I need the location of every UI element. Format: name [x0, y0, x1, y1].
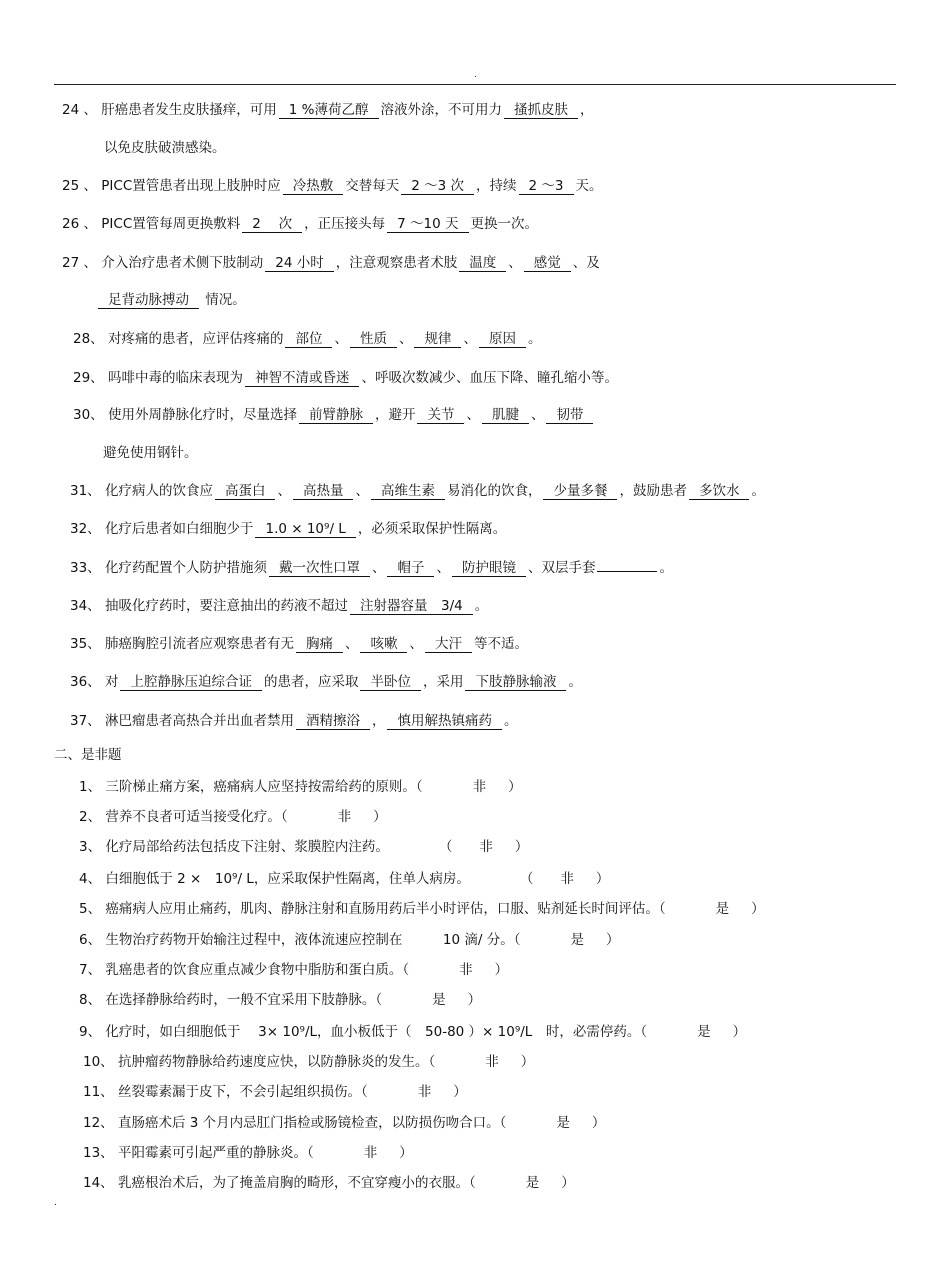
answer-blank: 高维生素 — [371, 483, 445, 500]
tf-close: ） — [508, 779, 522, 795]
question-text: ，采用 — [422, 674, 464, 690]
question-text: 化疗后患者如白细胞少于 — [104, 521, 254, 537]
tf-answer: 非 — [472, 779, 487, 795]
tf-close: ） — [605, 932, 620, 948]
tf-text: 化疗时，如白细胞低于 3× 10⁹/L，血小板低于（ 50-80 ）× 10⁹/L 时，必需停药。（ — [105, 1024, 648, 1040]
tf-row — [79, 838, 528, 856]
tf-row — [83, 1053, 534, 1071]
tf-answer: 是 — [432, 992, 446, 1008]
question-text: 肺癌胸腔引流者应观察患者有无 — [104, 636, 294, 652]
tf-answer: 是 — [525, 1175, 540, 1191]
tf-close: ） — [373, 809, 387, 825]
question-text: 、 — [466, 407, 480, 423]
tf-text: 生物治疗药物开始输注过程中，液体流速应控制在 10 滴/ 分。（ — [105, 932, 521, 948]
tf-row — [79, 870, 609, 888]
question-text: 化疗病人的饮食应 — [104, 483, 213, 499]
tf-row — [83, 1144, 413, 1162]
section-title: 二、是非题 — [54, 747, 122, 763]
tf-answer: （ 非 — [519, 871, 574, 887]
tf-number: 1、 — [79, 779, 102, 795]
answer-blank: 7 ～10 天 — [387, 216, 468, 233]
question-number: 32、 — [70, 521, 101, 537]
tf-close: ） — [732, 1024, 747, 1040]
question-text: 、 — [371, 560, 386, 576]
question-row — [62, 177, 603, 195]
answer-blank: 少量多餐 — [543, 483, 617, 500]
tf-text: 营养不良者可适当接受化疗。（ — [105, 809, 288, 825]
question-text: ，正压接头每 — [304, 216, 386, 232]
tf-answer: 是 — [715, 901, 730, 917]
answer-blank: 部位 — [285, 331, 332, 348]
tf-number: 9、 — [79, 1024, 102, 1040]
tf-close: ） — [467, 992, 482, 1008]
question-row — [73, 406, 595, 424]
tf-row — [79, 991, 481, 1009]
answer-blank: 慎用解热镇痛药 — [387, 713, 502, 730]
header-dot: . — [474, 70, 477, 80]
tf-row — [79, 1023, 746, 1041]
tf-number: 4、 — [79, 871, 102, 887]
question-text: 吗啡中毒的临床表现为 — [107, 370, 243, 386]
question-text: PICC置管患者出现上肢肿时应 — [101, 178, 281, 194]
question-row — [70, 673, 582, 691]
question-row — [70, 482, 765, 500]
footer-dot: . — [54, 1198, 57, 1208]
answer-blank: 戴一次性口罩 — [269, 560, 370, 577]
question-text: 、 — [463, 331, 477, 347]
question-text: 等不适。 — [473, 636, 528, 652]
tf-close: ） — [591, 1115, 606, 1131]
question-number: 27 、 — [62, 255, 97, 271]
answer-blank: 半卧位 — [360, 674, 421, 691]
tf-text: 乳癌患者的饮食应重点减少食物中脂肪和蛋白质。（ — [105, 962, 410, 978]
tf-text: 抗肿瘤药物静脉给药速度应快，以防静脉炎的发生。（ — [117, 1054, 436, 1070]
question-text: 易消化的饮食， — [446, 483, 542, 499]
question-row-continued — [103, 444, 198, 462]
answer-blank: 咳嗽 — [360, 636, 407, 653]
question-text: 的患者，应采取 — [263, 674, 359, 690]
question-row — [73, 369, 618, 387]
question-text: 更换一次。 — [470, 216, 539, 232]
tf-close: ） — [751, 901, 765, 917]
tf-number: 8、 — [79, 992, 102, 1008]
question-text: 、 — [436, 560, 450, 576]
tf-row — [83, 1114, 605, 1132]
tf-row — [79, 961, 508, 979]
tf-number: 3、 — [79, 839, 102, 855]
tf-answer: 非 — [363, 1145, 378, 1161]
tf-number: 11、 — [83, 1084, 114, 1100]
answer-blank: 防护眼镜 — [452, 560, 526, 577]
question-text: PICC置管每周更换敷料 — [101, 216, 241, 232]
tf-answer: 非 — [417, 1084, 432, 1100]
answer-blank: 上腔静脉压迫综合证 — [120, 674, 262, 691]
tf-text: 直肠癌术后 3 个月内忌肛门指检或肠镜检查，以防损伤吻合口。（ — [117, 1115, 507, 1131]
question-text: 、 — [344, 636, 359, 652]
answer-blank: 温度 — [459, 255, 506, 272]
question-text: 对疼痛的患者，应评估疼痛的 — [107, 331, 284, 347]
tf-row — [83, 1083, 467, 1101]
question-row — [70, 597, 488, 615]
question-number: 29、 — [73, 370, 104, 386]
question-text: 。 — [503, 713, 518, 729]
answer-blank: 2 ～3 — [519, 178, 574, 195]
tf-answer: 非 — [485, 1054, 499, 1070]
answer-blank: 神智不清或昏迷 — [245, 370, 360, 387]
tf-row — [79, 808, 387, 826]
answer-blank: 注射器容量 3/4 — [350, 598, 473, 615]
question-number: 25 、 — [62, 178, 97, 194]
question-row — [62, 101, 594, 119]
answer-blank: 足背动脉搏动 — [98, 292, 199, 309]
question-number: 24 、 — [62, 102, 97, 118]
question-text: ， — [580, 102, 594, 118]
tf-number: 14、 — [83, 1175, 114, 1191]
question-text: 。 — [751, 483, 765, 499]
question-row — [70, 635, 528, 653]
question-row — [70, 559, 673, 577]
tf-text: 乳癌根治术后，为了掩盖肩胸的畸形，不宜穿瘦小的衣服。（ — [117, 1175, 476, 1191]
answer-blank: 24 小时 — [265, 255, 333, 272]
answer-blank: 搔抓皮肤 — [504, 102, 578, 119]
answer-blank: 韧带 — [546, 407, 593, 424]
tf-number: 5、 — [79, 901, 102, 917]
question-text: 介入治疗患者术侧下肢制动 — [101, 255, 264, 271]
question-number: 28、 — [73, 331, 104, 347]
answer-blank: 1.0 × 10⁹/ L — [255, 521, 355, 538]
question-text: 、 — [334, 331, 348, 347]
tf-number: 13、 — [83, 1145, 114, 1161]
tf-text: 癌痛病人应用止痛药，肌肉、静脉注射和直肠用药后半小时评估，口服、贴剂延长时间评估。（ — [105, 901, 666, 917]
answer-blank: 冷热敷 — [283, 178, 344, 195]
question-text: 、 — [398, 331, 413, 347]
question-text: 情况。 — [205, 292, 246, 308]
tf-close: ） — [520, 1054, 535, 1070]
tf-answer: 是 — [570, 932, 584, 948]
tf-close: ） — [494, 962, 509, 978]
question-row — [70, 520, 506, 538]
question-number: 33、 — [70, 560, 101, 576]
answer-blank: 性质 — [350, 331, 397, 348]
tf-text: 化疗局部给药法包括皮下注射、浆膜腔内注药。 — [105, 839, 389, 855]
question-row-continued — [96, 291, 246, 309]
question-row — [62, 254, 600, 272]
tf-close: ） — [561, 1175, 575, 1191]
answer-blank: 前臂静脉 — [299, 407, 373, 424]
question-text: 淋巴瘤患者高热合并出血者禁用 — [104, 713, 294, 729]
question-text: 交替每天 — [345, 178, 400, 194]
answer-blank: 酒精擦浴 — [296, 713, 370, 730]
tf-text: 丝裂霉素漏于皮下，不会引起组织损伤。（ — [117, 1084, 368, 1100]
question-text: ，必须采取保护性隔离。 — [357, 521, 507, 537]
question-text: ，鼓励患者 — [619, 483, 687, 499]
question-text: ，持续 — [476, 178, 517, 194]
tf-answer: 是 — [697, 1024, 711, 1040]
question-row-continued — [104, 139, 226, 157]
answer-blank — [597, 571, 657, 572]
tf-close: ） — [514, 839, 529, 855]
answer-blank: 下肢静脉输液 — [465, 674, 566, 691]
question-text: 溶液外涂，不可用力 — [380, 102, 502, 118]
tf-number: 2、 — [79, 809, 102, 825]
tf-text: 白细胞低于 2 × 10⁹/ L，应采取保护性隔离，住单人病房。 — [105, 871, 470, 887]
tf-close: ） — [453, 1084, 467, 1100]
question-text: 。 — [527, 331, 542, 347]
question-text: 、呼吸次数减少、血压下降、瞳孔缩小等。 — [361, 370, 618, 386]
tf-close: ） — [399, 1145, 413, 1161]
question-number: 35、 — [70, 636, 101, 652]
question-text: 肝癌患者发生皮肤搔痒，可用 — [101, 102, 277, 118]
question-number: 36、 — [70, 674, 101, 690]
question-number: 26 、 — [62, 216, 97, 232]
question-text: 抽吸化疗药时，要注意抽出的药液不超过 — [104, 598, 348, 614]
question-text: 天。 — [575, 178, 603, 194]
question-text: 避免使用钢针。 — [103, 445, 198, 461]
answer-blank: 高热量 — [293, 483, 354, 500]
question-text: 对 — [104, 674, 119, 690]
question-text: 、 — [530, 407, 545, 423]
question-text: 、 — [355, 483, 369, 499]
tf-number: 7、 — [79, 962, 102, 978]
header-rule — [54, 84, 896, 85]
question-text: 、双层手套 — [527, 560, 596, 576]
question-text: 化疗药配置个人防护措施须 — [104, 560, 267, 576]
answer-blank: 2 ～3 次 — [401, 178, 474, 195]
tf-answer: 非 — [337, 809, 352, 825]
tf-text: 三阶梯止痛方案，癌痛病人应坚持按需给药的原则。（ — [105, 779, 423, 795]
question-text: 以免皮肤破溃感染。 — [104, 140, 226, 156]
tf-number: 12、 — [83, 1115, 114, 1131]
tf-row — [79, 900, 765, 918]
tf-number: 10、 — [83, 1054, 114, 1070]
answer-blank: 高蛋白 — [215, 483, 276, 500]
question-number: 37、 — [70, 713, 101, 729]
question-row — [70, 712, 517, 730]
answer-blank: 帽子 — [387, 560, 434, 577]
tf-row — [83, 1174, 575, 1192]
answer-blank: 原因 — [479, 331, 526, 348]
answer-blank: 肌腱 — [482, 407, 529, 424]
question-number: 31、 — [70, 483, 101, 499]
answer-blank: 规律 — [414, 331, 461, 348]
question-text: ， — [371, 713, 386, 729]
question-text: 。 — [474, 598, 489, 614]
question-text: 。 — [659, 560, 673, 576]
question-text: 、 — [277, 483, 291, 499]
question-row — [73, 330, 541, 348]
question-number: 30、 — [73, 407, 104, 423]
answer-blank: 多饮水 — [689, 483, 750, 500]
question-text: 。 — [568, 674, 582, 690]
tf-row — [79, 931, 619, 949]
tf-number: 6、 — [79, 932, 102, 948]
question-text: 、 — [508, 255, 522, 271]
answer-blank: 感觉 — [524, 255, 571, 272]
question-text: ，避开 — [374, 407, 416, 423]
question-row — [62, 215, 538, 233]
question-text: ，注意观察患者术肢 — [335, 255, 458, 271]
answer-blank: 大汗 — [425, 636, 472, 653]
question-text: 、 — [409, 636, 423, 652]
answer-blank: 2 次 — [242, 216, 302, 233]
tf-answer: （ 非 — [438, 839, 493, 855]
question-text: 、及 — [572, 255, 600, 271]
tf-answer: 非 — [459, 962, 473, 978]
answer-blank: 关节 — [417, 407, 464, 424]
question-text: 使用外周静脉化疗时，尽量选择 — [107, 407, 297, 423]
tf-close: ） — [595, 871, 610, 887]
answer-blank: 胸痛 — [296, 636, 343, 653]
answer-blank: 1 %薄荷乙醇 — [279, 102, 379, 119]
question-number: 34、 — [70, 598, 101, 614]
tf-row — [79, 778, 522, 796]
tf-text: 在选择静脉给药时，一般不宜采用下肢静脉。（ — [105, 992, 383, 1008]
tf-text: 平阳霉素可引起严重的静脉炎。（ — [117, 1145, 314, 1161]
tf-answer: 是 — [556, 1115, 570, 1131]
